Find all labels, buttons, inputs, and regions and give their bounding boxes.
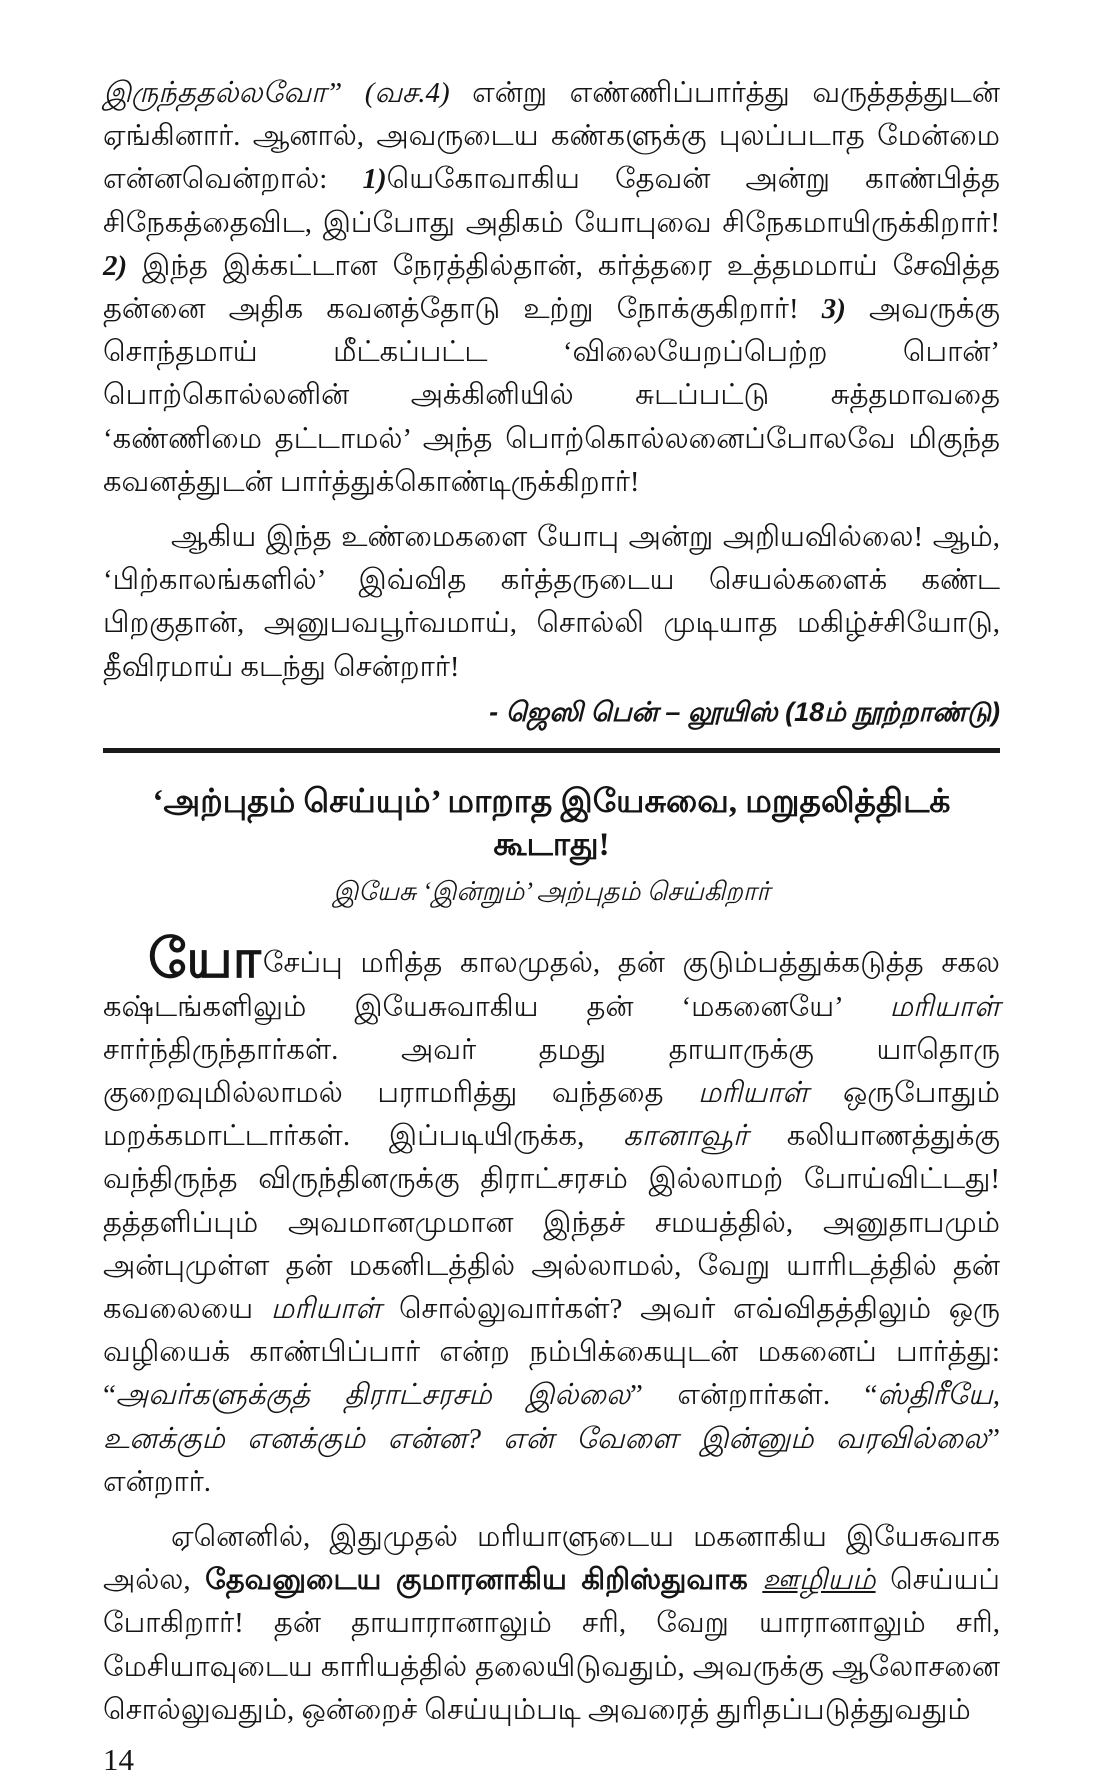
article-title: ‘அற்புதம் செய்யும்’ மாறாத இயேசுவை, மறுதலித்திடக் கூடாது! [152, 783, 951, 863]
article-subtitle: இயேசு ‘இன்றும்’ அற்புதம் செய்கிறார் [333, 876, 770, 906]
article-section [103, 767, 1000, 1732]
article-paragraph-1-text: சேப்பு மரித்த காலமுதல், தன் குடும்பத்துக்கடுத்த சகல கஷ்டங்களிலும் இயேசுவாகிய தன் ‘மகனையே’ மரியாள் சார்ந்திருந்தார்கள். அவர் தமது தாயாருக்கு யாதொரு குறைவுமில்லாமல் பராமரித்து வந்ததை மரியாள் ஒருபோதும் மறக்கமாட்டார்கள். இப்படியிருக்க, கானாவூர் கலியாணத்துக்கு வந்திருந்த விருந்தினருக்கு திராட்சரசம் இல்லாமற் போய்விட்டது! தத்தளிப்பும் அவமானமுமான இந்தச் சமயத்தில், அனுதாபமும் அன்புமுள்ள தன் மகனிடத்தில் அல்லாமல், வேறு யாரிடத்தில் தன் கவலையை மரியாள் சொல்லுவார்கள்? அவர் எவ்விதத்திலும் ஒரு வழியைக் காண்பிப்பார் என்ற நம்பிக்கையுடன் மகனைப் பார்த்து: “அவர்களுக்குத் திராட்சரசம் இல்லை” என்றார்கள். “ஸ்திரீயே, உனக்கும் எனக்கும் என்ன? என் வேளை இன்னும் வரவில்லை” என்றார். [103, 946, 1000, 1498]
page-number: 14 [103, 1742, 134, 1778]
quote-attribution: - ஜெஸி பென் – லூயிஸ் (18ம் நூற்றாண்டு) [489, 696, 1000, 727]
drop-cap-initial: யோ [148, 928, 261, 989]
article-paragraph-2: ஏனெனில், இதுமுதல் மரியாளுடைய மகனாகிய இயேசுவாக அல்ல, தேவனுடைய குமாரனாகிய கிறிஸ்துவாக ஊழியம் செய்யப் போகிறார்! தன் தாயாரானாலும் சரி, வேறு யாரானாலும் சரி, மேசியாவுடைய காரியத்தில் தலையிடுவதும், அவருக்கு ஆலோசனை சொல்லுவதும், ஒன்றைச் செய்யும்படி அவரைத் துரிதப்படுத்துவதும் [103, 1521, 1001, 1726]
quote-paragraph-1: இருந்ததல்லவோ” (வச.4) என்று எண்ணிப்பார்த்து வருத்தத்துடன் ஏங்கினார். ஆனால், அவருடைய கண்களுக்கு புலப்படாத மேன்மை என்னவென்றால்: 1)யெகோவாகிய தேவன் அன்று காண்பித்த சிநேகத்தைவிட, இப்போது அதிகம் யோபுவை சிநேகமாயிருக்கிறார்! 2) இந்த இக்கட்டான நேரத்தில்தான், கர்த்தரை உத்தமமாய் சேவித்த தன்னை அதிக கவனத்தோடு உற்று நோக்குகிறார்! 3) அவருக்கு சொந்தமாய் மீட்கப்பட்ட ‘விலையேறப்பெற்ற பொன்’ பொற்கொல்லனின் அக்கினியில் சுடப்பட்டு சுத்தமாவதை ‘கண்ணிமை தட்டாமல்’ அந்த பொற்கொல்லனைப்போலவே மிகுந்த கவனத்துடன் பார்த்துக்கொண்டிருக்கிறார்! [103, 77, 1000, 498]
page-footer [103, 1732, 1000, 1778]
quote-paragraph-2: ஆகிய இந்த உண்மைகளை யோபு அன்று அறியவில்லை! ஆம், ‘பிற்காலங்களில்’ இவ்வித கர்த்தருடைய செயல்களைக் கண்ட பிறகுதான், அனுபவபூர்வமாய், சொல்லி முடியாத மகிழ்ச்சியோடு, தீவிரமாய் கடந்து சென்றார்! [103, 521, 1000, 683]
section-divider-rule [103, 748, 1000, 753]
quote-section [103, 72, 1000, 744]
article-paragraph-1 [103, 928, 1000, 1504]
